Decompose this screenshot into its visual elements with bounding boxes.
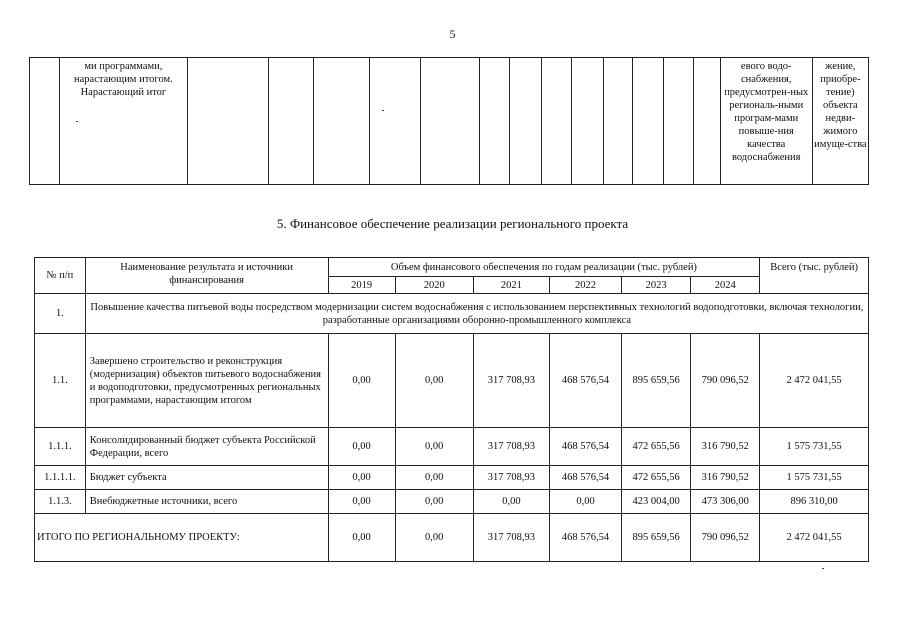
row-value: 316 790,52: [691, 428, 760, 466]
row-name: Бюджет субъекта: [85, 466, 328, 490]
total-label: ИТОГО ПО РЕГИОНАЛЬНОМУ ПРОЕКТУ:: [35, 514, 329, 562]
row-value: 0,00: [328, 428, 395, 466]
cont-cell: [541, 58, 572, 185]
row-name: Консолидированный бюджет субъекта Российской Федерации, всего: [85, 428, 328, 466]
cont-cell: [663, 58, 694, 185]
cont-cell-property-text: [812, 58, 868, 185]
row-value: 317 708,93: [473, 428, 549, 466]
cont-cell: [479, 58, 510, 185]
goal-text: Повышение качества питьевой воды посредством модернизации систем водоснабжения с использованием перспективных технологий водоподготовки, включая технологии, разработанные организациями оборонно-промышленного комплекса: [85, 294, 868, 334]
row-total: 2 472 041,55: [760, 334, 869, 428]
cont-cell: [694, 58, 721, 185]
table-row: [35, 490, 869, 514]
header-year: 2020: [395, 277, 473, 294]
scan-speck: [382, 110, 384, 111]
cont-cell: [188, 58, 269, 185]
row-value: 0,00: [395, 466, 473, 490]
header-year: 2021: [473, 277, 549, 294]
cont-cell: [633, 58, 664, 185]
total-value: 790 096,52: [691, 514, 760, 562]
page-number: 5: [449, 27, 456, 41]
total-value: 0,00: [328, 514, 395, 562]
cont-cell: [510, 58, 541, 185]
row-value: 317 708,93: [473, 466, 549, 490]
cont-cell: [420, 58, 479, 185]
header-total: Всего (тыс. рублей): [760, 258, 869, 294]
total-value: 895 659,56: [622, 514, 691, 562]
header-name: Наименование результата и источники финансирования: [85, 258, 328, 294]
row-value: 0,00: [473, 490, 549, 514]
row-value: 895 659,56: [622, 334, 691, 428]
row-value: 468 576,54: [550, 466, 622, 490]
row-total: 896 310,00: [760, 490, 869, 514]
header-year: 2022: [550, 277, 622, 294]
row-num: 1.1.1.: [35, 428, 86, 466]
row-num: 1.1.: [35, 334, 86, 428]
financing-table: [34, 257, 869, 562]
row-value: 0,00: [395, 334, 473, 428]
cont-cell-water-text: [720, 58, 812, 185]
scan-speck: [822, 568, 824, 569]
cont-cell: [269, 58, 314, 185]
header-year: 2024: [691, 277, 760, 294]
cont-cell: [370, 58, 420, 185]
continuation-table: [29, 57, 869, 185]
cont-property-text: жение, приобре-тение) объекта недви-жимого имуще-ства: [814, 61, 867, 150]
row-value: 473 306,00: [691, 490, 760, 514]
total-grand: 2 472 041,55: [760, 514, 869, 562]
cont-cell: [313, 58, 369, 185]
row-name: Завершено строительство и реконструкция (модернизация) объектов питьевого водоснабжения и водоподготовки, предусмотренных региональных программами, нарастающим итогом: [85, 334, 328, 428]
cont-water-text: евого водо-снабжения, предусмотрен-ных региональ-ными програм-мами повыше-ния качества водоснабжения: [724, 61, 809, 163]
cont-cell: [572, 58, 603, 185]
row-value: 790 096,52: [691, 334, 760, 428]
row-total: 1 575 731,55: [760, 428, 869, 466]
row-total: 1 575 731,55: [760, 466, 869, 490]
header-year: 2019: [328, 277, 395, 294]
row-value: 0,00: [328, 490, 395, 514]
total-value: 317 708,93: [473, 514, 549, 562]
row-value: 0,00: [550, 490, 622, 514]
table-row: [35, 466, 869, 490]
row-name: Внебюджетные источники, всего: [85, 490, 328, 514]
row-value: 316 790,52: [691, 466, 760, 490]
header-num: № п/п: [35, 258, 86, 294]
row-value: 0,00: [395, 428, 473, 466]
row-value: 468 576,54: [550, 334, 622, 428]
row-value: 472 655,56: [622, 428, 691, 466]
cont-cell-results-text: [59, 58, 188, 185]
cont-results-text: ми программами, нарастающим итогом. Нарастающий итог: [74, 61, 173, 98]
row-value: 468 576,54: [550, 428, 622, 466]
goal-num: 1.: [35, 294, 86, 334]
cont-cell: [30, 58, 60, 185]
table-row: [35, 334, 869, 428]
row-value: 0,00: [395, 490, 473, 514]
row-num: 1.1.1.1.: [35, 466, 86, 490]
section-title: 5. Финансовое обеспечение реализации регионального проекта: [276, 216, 629, 231]
row-value: 0,00: [328, 334, 395, 428]
total-value: 0,00: [395, 514, 473, 562]
cont-cell: [603, 58, 633, 185]
total-row: [35, 514, 869, 562]
header-year: 2023: [622, 277, 691, 294]
row-value: 317 708,93: [473, 334, 549, 428]
row-num: 1.1.3.: [35, 490, 86, 514]
total-value: 468 576,54: [550, 514, 622, 562]
row-value: 472 655,56: [622, 466, 691, 490]
row-value: 423 004,00: [622, 490, 691, 514]
scan-speck: [76, 121, 78, 122]
header-volume: Объем финансового обеспечения по годам реализации (тыс. рублей): [328, 258, 760, 277]
row-value: 0,00: [328, 466, 395, 490]
table-row: [35, 428, 869, 466]
